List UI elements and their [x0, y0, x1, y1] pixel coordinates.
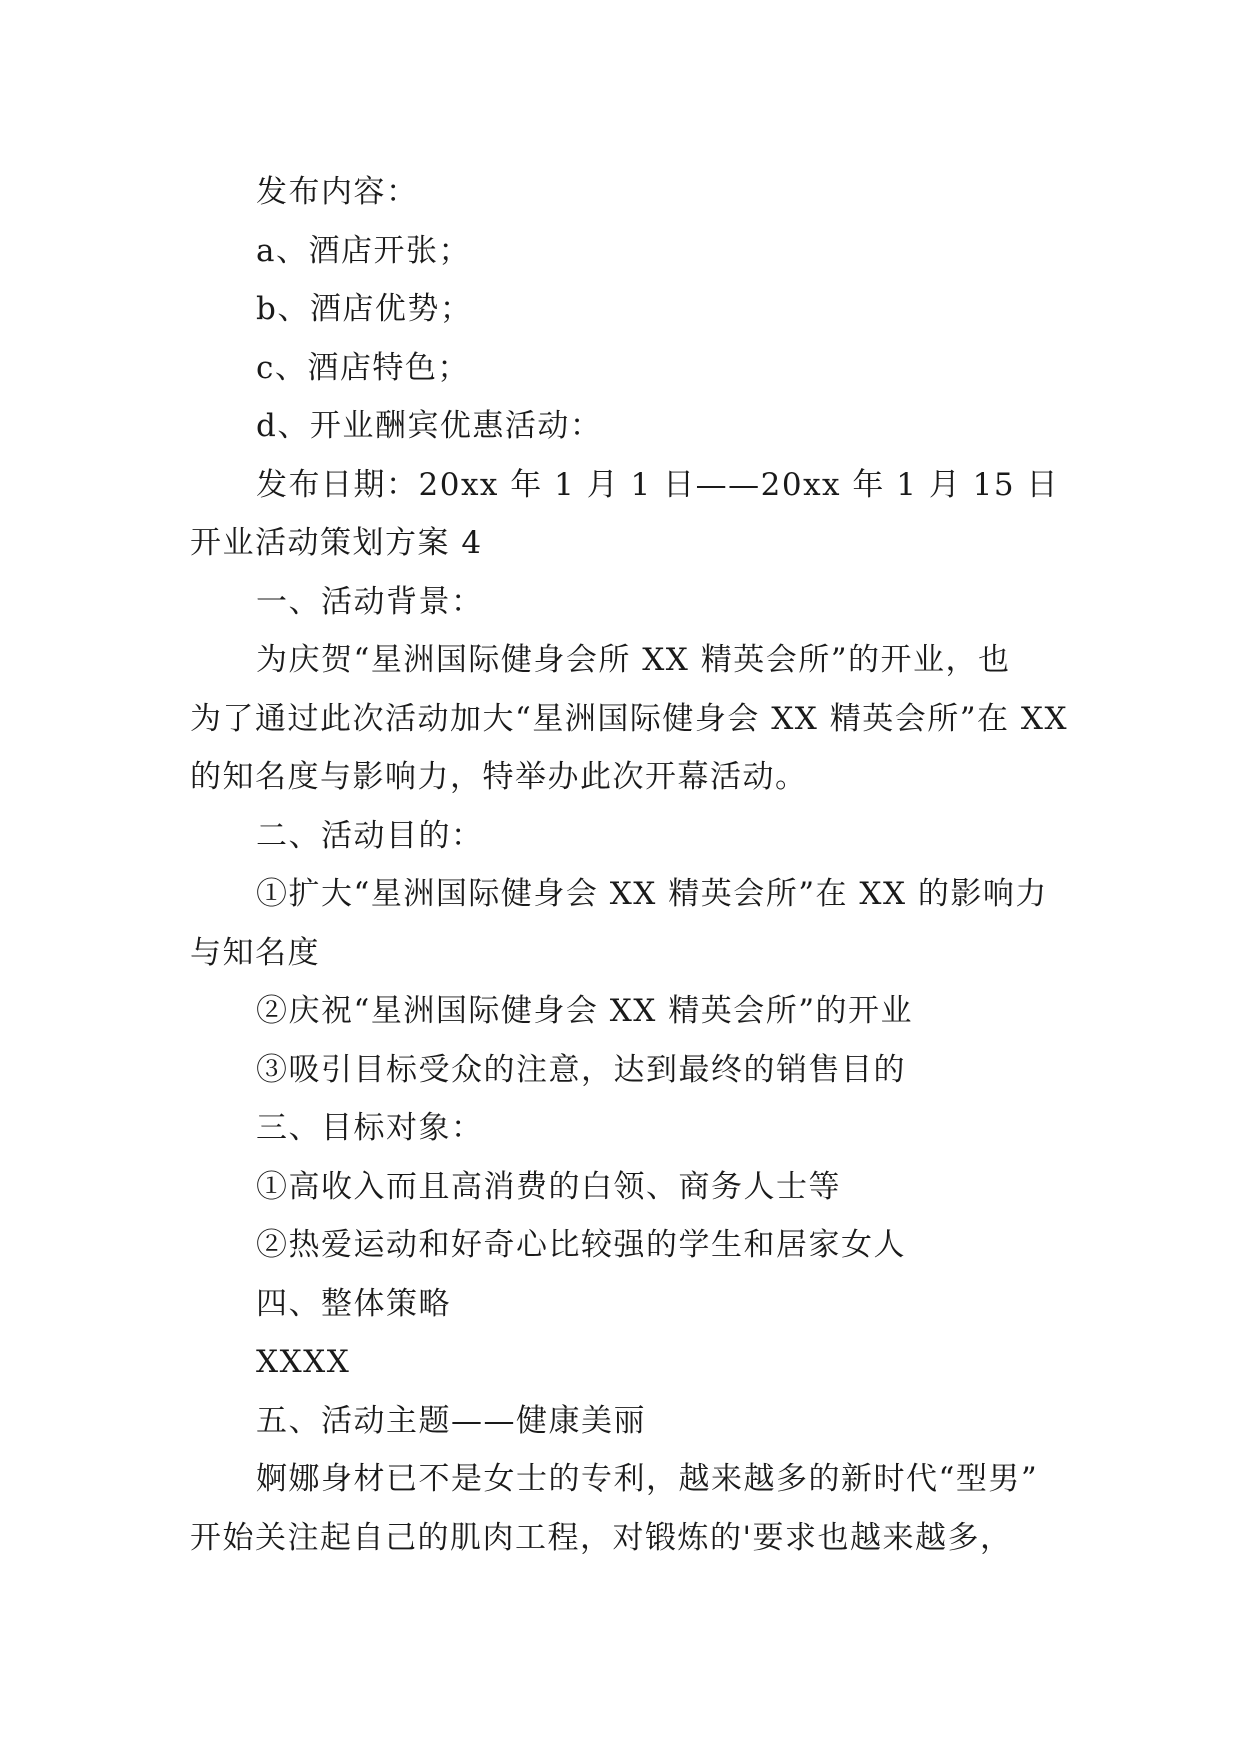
text-line: 发布内容： [256, 174, 419, 210]
section-heading: 三、目标对象： [256, 1110, 484, 1146]
list-item: a、酒店开张； [256, 232, 471, 269]
list-item: b、酒店优势； [256, 291, 473, 327]
section-title: 开业活动策划方案 4 [190, 525, 483, 561]
text-line: 为了通过此次活动加大“星洲国际健身会 XX 精英会所”在 XX [190, 700, 1069, 737]
section-heading: 四、整体策略 [256, 1285, 451, 1322]
section-heading: 五、活动主题——健康美丽 [256, 1402, 646, 1439]
list-item: c、酒店特色； [256, 349, 470, 386]
section-heading: 一、活动背景： [256, 583, 484, 620]
list-item: d、开业酬宾优惠活动： [256, 408, 603, 444]
list-item: ①高收入而且高消费的白领、商务人士等 [256, 1168, 841, 1205]
text-line: XXXX [256, 1344, 351, 1380]
text-line: 为庆贺“星洲国际健身会所 XX 精英会所”的开业，也 [256, 642, 1011, 678]
section-heading: 二、活动目的： [256, 817, 484, 854]
list-item: ②庆祝“星洲国际健身会 XX 精英会所”的开业 [256, 993, 914, 1029]
list-item: ②热爱运动和好奇心比较强的学生和居家女人 [256, 1227, 906, 1263]
text-line: 发布日期：20xx 年 1 月 1 日——20xx 年 1 月 15 日 [256, 466, 1059, 503]
text-line: 与知名度 [190, 934, 320, 971]
document-body [190, 163, 1069, 1567]
list-item: ③吸引目标受众的注意，达到最终的销售目的 [256, 1051, 906, 1088]
text-line: 婀娜身材已不是女士的专利，越来越多的新时代“型男” [256, 1461, 1039, 1497]
text-line: 开始关注起自己的肌肉工程，对锻炼的'要求也越来越多， [190, 1519, 1013, 1556]
text-line: 的知名度与影响力，特举办此次开幕活动。 [190, 759, 808, 795]
list-item: ①扩大“星洲国际健身会 XX 精英会所”在 XX 的影响力 [256, 876, 1048, 912]
